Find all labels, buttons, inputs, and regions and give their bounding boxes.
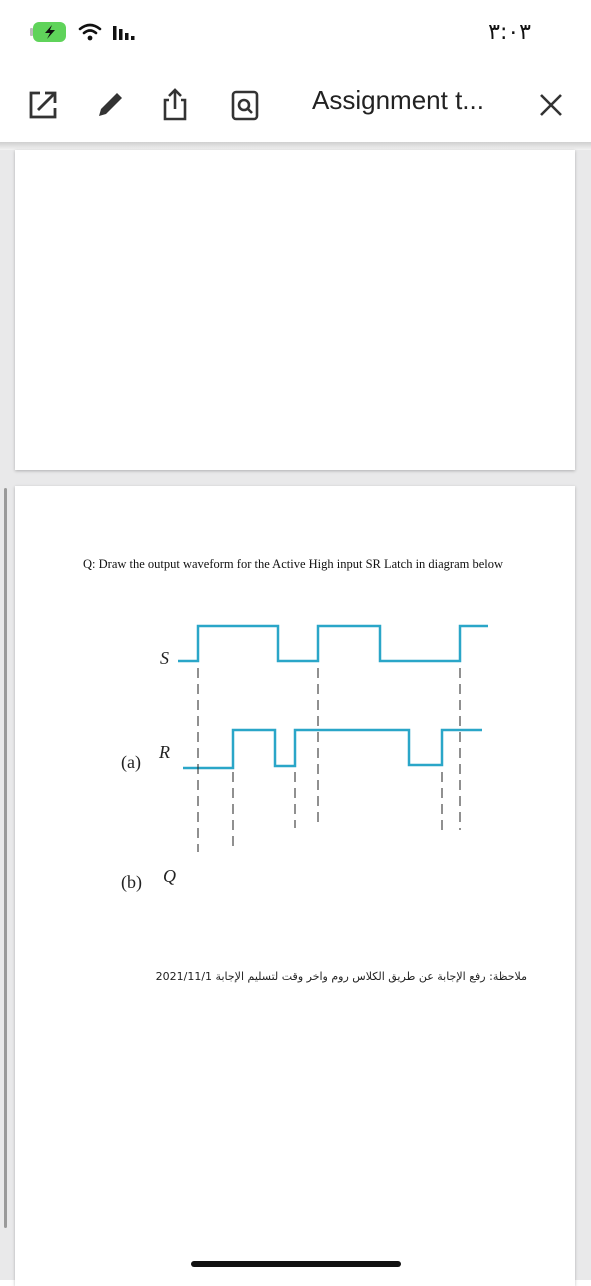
signal-strength-icon (112, 22, 138, 42)
r-signal-label: R (159, 742, 170, 762)
question-text: Q: Draw the output waveform for the Active High input SR Latch in diagram below (83, 557, 504, 571)
submission-note: ملاحظة: رفع الإجابة عن طريق الكلاس روم واخر وقت لتسليم الإجابة 2021/11/1 (155, 970, 527, 983)
scrollbar[interactable] (4, 488, 7, 1228)
document-title: Assignment t... (312, 85, 484, 115)
s-signal-label: S (160, 648, 169, 668)
part-b-label: (b) (121, 872, 142, 892)
wifi-icon (78, 22, 102, 42)
share-icon[interactable] (158, 88, 192, 122)
timing-diagram (15, 486, 575, 906)
r-waveform (183, 730, 482, 768)
s-waveform (178, 626, 488, 661)
guide-lines (198, 668, 460, 852)
status-time: ٣:٠٣ (488, 20, 531, 45)
close-icon[interactable] (536, 90, 570, 124)
q-signal-label: Q (163, 866, 176, 886)
document-viewer[interactable] (0, 150, 591, 1280)
pencil-icon[interactable] (93, 88, 127, 122)
battery-charging-icon (30, 22, 68, 42)
toolbar-divider (0, 142, 591, 150)
status-bar (0, 0, 591, 70)
open-external-icon[interactable] (26, 88, 60, 122)
part-a-label: (a) (121, 752, 141, 772)
viewer-toolbar (0, 70, 591, 142)
pdf-page-1 (15, 150, 575, 470)
status-icons (30, 22, 138, 42)
home-indicator[interactable] (191, 1261, 401, 1267)
pdf-page-2 (15, 486, 575, 1286)
search-document-icon[interactable] (228, 88, 262, 122)
